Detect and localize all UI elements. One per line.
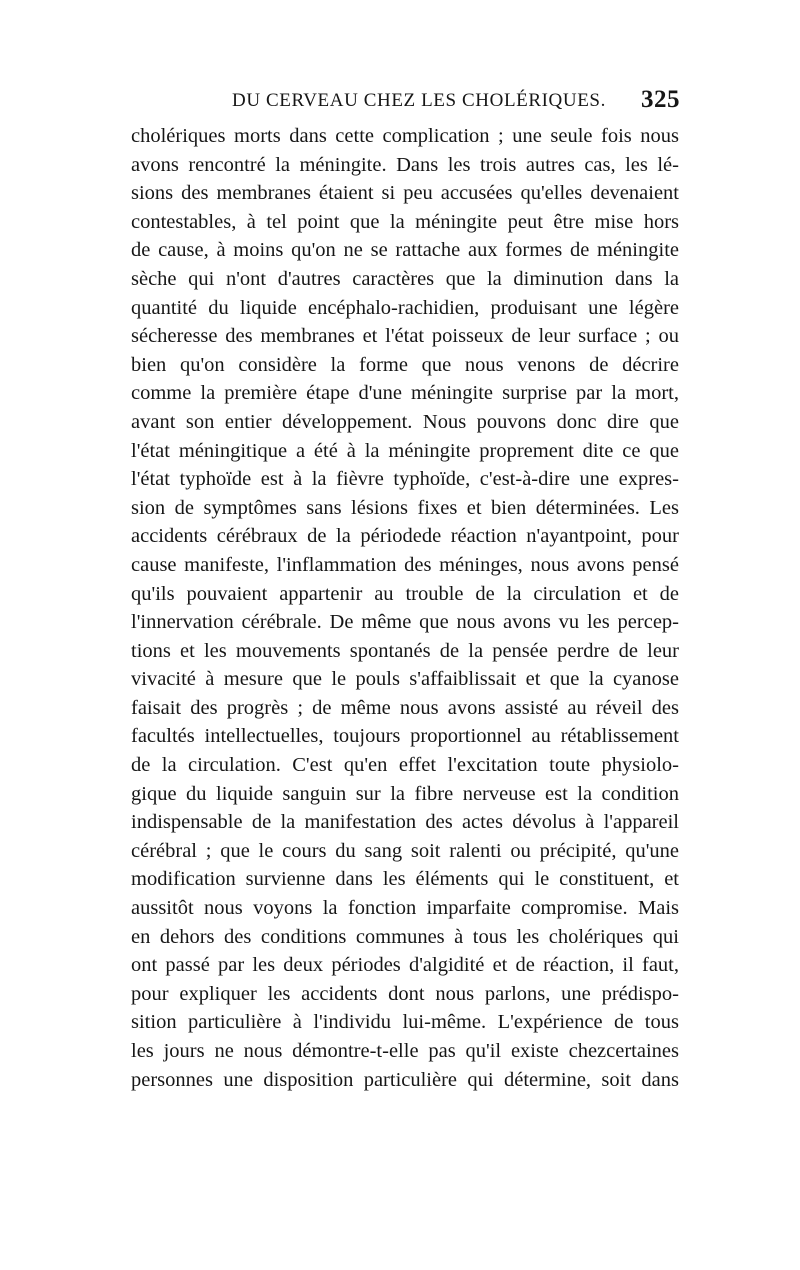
- text-line: modification survienne dans les éléments qui le constituent, et: [131, 868, 679, 891]
- text-line: sions des membranes étaient si peu accusées qu'elles devenaient: [131, 182, 679, 205]
- text-line: sition particulière à l'individu lui-même. L'expérience de tous: [131, 1011, 679, 1034]
- text-line: de cause, à moins qu'on ne se rattache aux formes de méningite: [131, 239, 679, 262]
- text-line: ont passé par les deux périodes d'algidité et de réaction, il faut,: [131, 954, 679, 977]
- text-line: personnes une disposition particulière qui détermine, soit dans: [131, 1068, 679, 1091]
- body-text: [131, 122, 679, 1094]
- text-line: facultés intellectuelles, toujours proportionnel au rétablissement: [131, 725, 679, 748]
- text-line: aussitôt nous voyons la fonction imparfaite compromise. Mais: [131, 897, 679, 920]
- text-line: sécheresse des membranes et l'état poisseux de leur surface ; ou: [131, 325, 679, 348]
- text-line: cause manifeste, l'inflammation des méninges, nous avons pensé: [131, 553, 679, 576]
- text-line: avons rencontré la méningite. Dans les trois autres cas, les lé-: [131, 153, 679, 176]
- text-line: de la circulation. C'est qu'en effet l'excitation toute physiolo-: [131, 754, 679, 777]
- text-line: vivacité à mesure que le pouls s'affaiblissait et que la cyanose: [131, 668, 679, 691]
- text-line: bien qu'on considère la forme que nous venons de décrire: [131, 353, 679, 376]
- text-line: pour expliquer les accidents dont nous parlons, une prédispo-: [131, 982, 679, 1005]
- text-line: tions et les mouvements spontanés de la pensée perdre de leur: [131, 639, 679, 662]
- text-line: indispensable de la manifestation des actes dévolus à l'appareil: [131, 811, 679, 834]
- text-line: gique du liquide sanguin sur la fibre nerveuse est la condition: [131, 782, 679, 805]
- text-line: sion de symptômes sans lésions fixes et bien déterminées. Les: [131, 496, 679, 519]
- text-line: en dehors des conditions communes à tous les cholériques qui: [131, 925, 679, 948]
- running-title: DU CERVEAU CHEZ LES CHOLÉRIQUES.: [232, 90, 606, 111]
- text-line: avant son entier développement. Nous pouvons donc dire que: [131, 410, 679, 433]
- text-line: l'état typhoïde est à la fièvre typhoïde, c'est-à-dire une expres-: [131, 468, 679, 491]
- text-line: faisait des progrès ; de même nous avons assisté au réveil des: [131, 696, 679, 719]
- text-line: comme la première étape d'une méningite surprise par la mort,: [131, 382, 679, 405]
- text-line: quantité du liquide encéphalo-rachidien, produisant une légère: [131, 296, 679, 319]
- text-line: contestables, à tel point que la méningite peut être mise hors: [131, 210, 679, 233]
- text-line: sèche qui n'ont d'autres caractères que la diminution dans la: [131, 267, 679, 290]
- text-line: accidents cérébraux de la périodede réaction n'ayantpoint, pour: [131, 525, 679, 548]
- text-line: l'innervation cérébrale. De même que nous avons vu les percep-: [131, 611, 679, 634]
- running-header: [132, 86, 680, 120]
- text-line: qu'ils pouvaient appartenir au trouble de la circulation et de: [131, 582, 679, 605]
- text-line: les jours ne nous démontre-t-elle pas qu'il existe chezcertaines: [131, 1040, 679, 1062]
- page-number: 325: [641, 86, 680, 113]
- text-line: cérébral ; que le cours du sang soit ralenti ou précipité, qu'une: [131, 839, 679, 862]
- text-line: l'état méningitique a été à la méningite proprement dite ce que: [131, 439, 679, 462]
- text-line: cholériques morts dans cette complication ; une seule fois nous: [131, 125, 679, 147]
